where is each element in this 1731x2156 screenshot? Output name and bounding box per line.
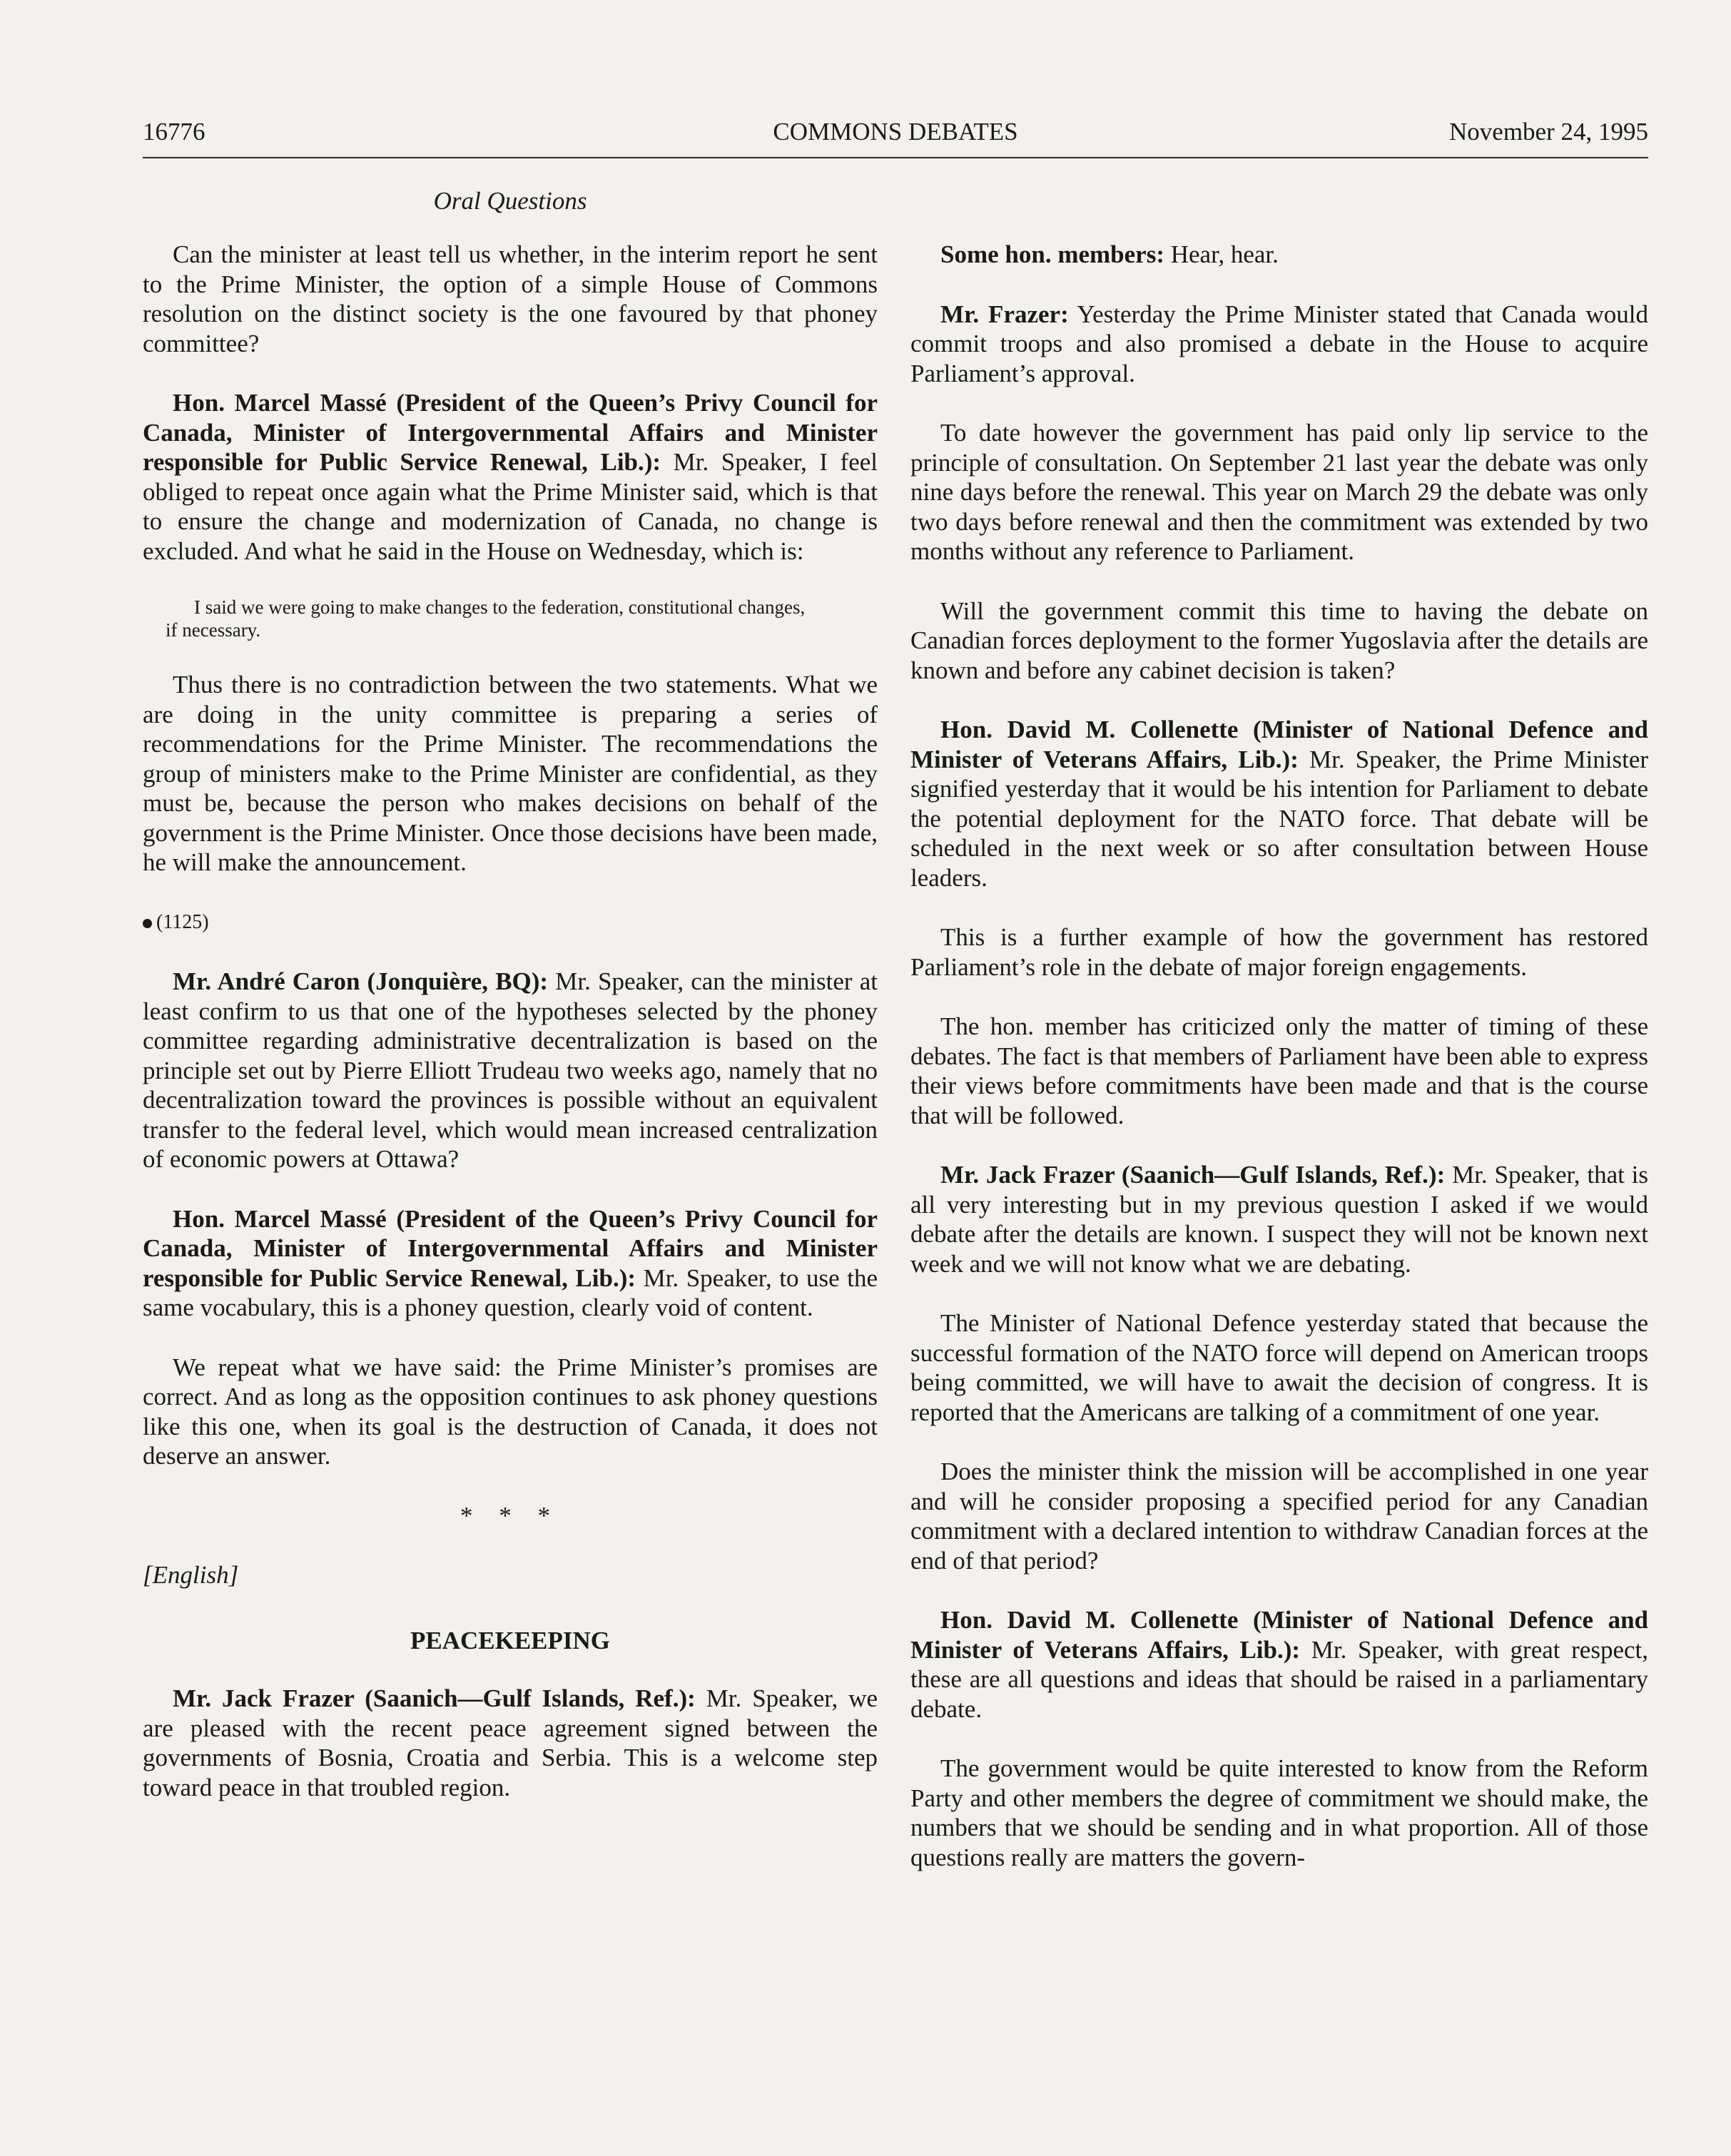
section-title: Oral Questions	[433, 187, 587, 215]
section-separator: * * *	[460, 1501, 560, 1530]
speaker-name: Mr. Jack Frazer (Saanich—Gulf Islands, Ref.):	[940, 1161, 1446, 1189]
paragraph: Thus there is no contradiction between the two statements. What we are doing in the unity committee is preparing a series of recommendations for the Prime Minister. The recommendations the group of ministers make to the Prime Minister are confidential, as they must be, because the person who makes decisions on behalf of the government is the Prime Minister. Once those decisions have been made, he will make the announcement.	[143, 671, 878, 876]
paragraph: To date however the government has paid only lip service to the principle of consultation. On September 21 last year the debate was only nine days before the renewal. This year on March 29 the debate was only two days before renewal and then the commitment was extended by two months without any reference to Parliament.	[910, 419, 1648, 565]
paragraph	[910, 1160, 1648, 1278]
paragraph: Does the minister think the mission will be accomplished in one year and will he consider proposing a specified period for any Canadian commitment with a declared intention to withdraw Canadian forces at the end of that period?	[910, 1458, 1648, 1575]
speaker-name: Hon. Marcel Massé (President of the Queen’s Privy Council for Canada, Minister of Intergovernmental Affairs and Minister responsible for Public Service Renewal, Lib.):	[143, 1204, 878, 1292]
speech-text: Yesterday the Prime Minister stated that Canada would commit troops and also promised a debate in the House to acquire Parliament’s approval.	[910, 300, 1649, 387]
publication-title: COMMONS DEBATES	[773, 118, 1018, 146]
speaker-name: Some hon. members:	[940, 240, 1164, 268]
topic-heading: PEACEKEEPING	[410, 1626, 611, 1654]
paragraph: This is a further example of how the government has restored Parliament’s role in the debate of major foreign engagements.	[910, 923, 1648, 981]
paragraph	[143, 1684, 878, 1802]
time-marker-label: (1125)	[156, 910, 209, 933]
speech-text: Mr. Speaker, to use the same vocabulary, this is a phoney question, clearly void of content.	[143, 1263, 878, 1321]
page-number: 16776	[143, 118, 205, 146]
bullet-icon	[143, 919, 152, 928]
quote-line: if necessary.	[166, 619, 261, 641]
quote-line: I said we were going to make changes to the federation, constitutional changes,	[194, 596, 806, 618]
block-quote	[166, 596, 878, 641]
speaker-name: Hon. David M. Collenette (Minister of National Defence and Minister of Veterans Affairs, Lib.):	[910, 1606, 1648, 1664]
time-marker	[143, 907, 878, 937]
language-marker: [English]	[143, 1561, 239, 1589]
paragraph: The Minister of National Defence yesterday stated that because the successful formation of the NATO force will depend on American troops being committed, we will have to await the decision of congress. It is reported that the Americans are talking of a commitment of one year.	[910, 1309, 1648, 1426]
speech-text: Mr. Speaker, with great respect, these are all questions and ideas that should be raised in a parliamentary debate.	[910, 1635, 1648, 1723]
paragraph	[143, 967, 878, 1174]
speaker-name: Mr. André Caron (Jonquière, BQ):	[173, 967, 549, 995]
speech-text: Mr. Speaker, that is all very interesting but in my previous question I asked if we would debate after the details are known. I suspect they will not be known next week and we will not know what we are debating.	[910, 1161, 1649, 1278]
paragraph: The hon. member has criticized only the matter of timing of these debates. The fact is that members of Parliament have been able to express their views before commitments have been made and that is the course that will be followed.	[910, 1012, 1648, 1129]
page-header	[143, 118, 1648, 152]
paragraph	[910, 1605, 1648, 1724]
paragraph	[143, 1204, 878, 1323]
speech-text: Hear, hear.	[1170, 240, 1279, 268]
left-column	[143, 240, 878, 1832]
paragraph: We repeat what we have said: the Prime Minister’s promises are correct. And as long as the opposition continues to ask phoney questions like this one, when its goal is the destruction of Canada, it does not deserve an answer.	[143, 1353, 878, 1470]
paragraph: Can the minister at least tell us whether, in the interim report he sent to the Prime Minister, the option of a simple House of Commons resolution on the distinct society is the one favoured by that phoney committee?	[143, 240, 878, 357]
speech-text: Mr. Speaker, we are pleased with the recent peace agreement signed between the governments of Bosnia, Croatia and Serbia. This is a welcome step toward peace in that troubled region.	[143, 1684, 878, 1801]
paragraph	[910, 240, 1648, 270]
speaker-name: Hon. David M. Collenette (Minister of National Defence and Minister of Veterans Affairs, Lib.):	[910, 716, 1648, 773]
paragraph	[143, 388, 878, 566]
speech-text: Mr. Speaker, can the minister at least confirm to us that one of the hypotheses selected by the phoney committee regarding administrative decentralization is based on the principle set out by Pierre Elliott Trudeau two weeks ago, namely that no decentralization toward the provinces is possible without an equivalent transfer to the federal level, which would mean increased centralization of economic powers at Ottawa?	[143, 967, 878, 1173]
paragraph	[910, 300, 1648, 389]
right-column	[910, 240, 1648, 1902]
paragraph: The government would be quite interested to know from the Reform Party and other members the degree of commitment we should make, the numbers that we should be sending and in what proportion. All of those questions really are matters the govern-	[910, 1754, 1648, 1871]
header-rule	[143, 157, 1648, 158]
speaker-name: Mr. Jack Frazer (Saanich—Gulf Islands, Ref.):	[173, 1684, 696, 1712]
speaker-name: Mr. Frazer:	[940, 300, 1069, 328]
speech-text: Mr. Speaker, I feel obliged to repeat once again what the Prime Minister said, which is that to ensure the change and modernization of Canada, no change is excluded. And what he said in the House on Wednesday, which is:	[143, 448, 878, 565]
paragraph: Will the government commit this time to having the debate on Canadian forces deployment to the former Yugoslavia after the details are known and before any cabinet decision is taken?	[910, 596, 1648, 684]
paragraph	[910, 715, 1648, 893]
publication-date: November 24, 1995	[1449, 118, 1648, 146]
speaker-name: Hon. Marcel Massé (President of the Queen’s Privy Council for Canada, Minister of Intergovernmental Affairs and Minister responsible for Public Service Renewal, Lib.):	[143, 389, 878, 476]
speech-text: Mr. Speaker, the Prime Minister signified yesterday that it would be his intention for Parliament to debate the potential deployment for the NATO force. That debate will be scheduled in the next week or so after consultation between House leaders.	[910, 745, 1649, 892]
